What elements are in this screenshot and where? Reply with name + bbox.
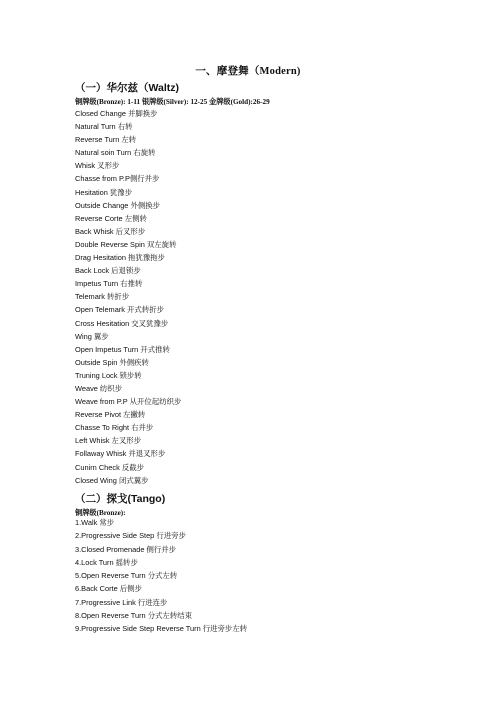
waltz-levels: 铜牌级(Bronze): 1-11 银牌级(Silver): 12-25 金牌级(Gold):26-29 bbox=[75, 98, 270, 106]
list-item: Back Whisk 后叉形步 bbox=[75, 226, 146, 236]
list-item: Outside Change 外侧换步 bbox=[75, 200, 161, 210]
list-item: 7.Progressive Link 行进连步 bbox=[75, 597, 168, 607]
list-item: 4.Lock Turn 摇转步 bbox=[75, 557, 138, 567]
list-item: Wing 翼步 bbox=[75, 331, 109, 341]
list-item: Chasse from P.P侧行并步 bbox=[75, 174, 160, 184]
list-item: 2.Progressive Side Step 行进旁步 bbox=[75, 531, 186, 541]
list-item: Cunirn Check 反截步 bbox=[75, 462, 144, 472]
tango-heading: （二）探戈(Tango) bbox=[75, 493, 166, 505]
list-item: Chasse To Right 右并步 bbox=[75, 423, 154, 433]
list-item: 5.Open Reverse Turn 分式左转 bbox=[75, 571, 178, 581]
list-item: Closed Wing 闭式翼步 bbox=[75, 475, 149, 485]
list-item: Back Lock 后退锁步 bbox=[75, 266, 141, 276]
list-item: Weave 纺织步 bbox=[75, 383, 123, 393]
list-item: Whisk 叉形步 bbox=[75, 161, 120, 171]
list-item: Truning Lock 锁步转 bbox=[75, 370, 142, 380]
list-item: Telemark 转折步 bbox=[75, 292, 130, 302]
list-item: Impetus Turn 右推转 bbox=[75, 279, 143, 289]
list-item: Open Telemark 开式转折步 bbox=[75, 305, 164, 315]
tango-levels: 铜牌级(Bronze): bbox=[75, 509, 126, 517]
waltz-figure-list bbox=[75, 107, 181, 487]
list-item: Natural Turn 右转 bbox=[75, 122, 133, 132]
list-item: 6.Back Corte 后侧步 bbox=[75, 584, 142, 594]
list-item: Open Impetus Turn 开式推转 bbox=[75, 344, 170, 354]
list-item: Follaway Whisk 并退叉形步 bbox=[75, 449, 166, 459]
list-item: 3.Closed Promenade 侧行并步 bbox=[75, 544, 177, 554]
list-item: Reverse Turn 左转 bbox=[75, 135, 137, 145]
list-item: 9.Progressive Side Step Reverse Turn 行进旁步左转 bbox=[75, 624, 248, 634]
list-item: Weave from P.P 从开位起纺织步 bbox=[75, 397, 182, 407]
list-item: Cross Hesitation 交叉犹豫步 bbox=[75, 318, 169, 328]
list-item: Reverse Pivot 左撇转 bbox=[75, 410, 146, 420]
tango-figure-list bbox=[75, 516, 247, 636]
list-item: Hesitation 犹豫步 bbox=[75, 187, 133, 197]
page-title: 一、摩登舞（Modern) bbox=[195, 66, 301, 77]
list-item: Left Whisk 左叉形步 bbox=[75, 436, 142, 446]
list-item: 8.Open Reverse Turn 分式左转结束 bbox=[75, 611, 193, 621]
list-item: 1.Walk 常步 bbox=[75, 518, 115, 527]
list-item: Drag Hesitation 拖犹豫拖步 bbox=[75, 253, 165, 263]
list-item: Outside Spin 外侧疾转 bbox=[75, 357, 149, 367]
list-item: Closed Change 并脚换步 bbox=[75, 109, 158, 118]
list-item: Double Reverse Spin 双左旋转 bbox=[75, 239, 177, 249]
list-item: Reverse Corte 左侧转 bbox=[75, 213, 147, 223]
waltz-heading: （一）华尔兹（Waltz) bbox=[75, 82, 180, 94]
list-item: Natural soin Turn 右旋转 bbox=[75, 148, 156, 158]
